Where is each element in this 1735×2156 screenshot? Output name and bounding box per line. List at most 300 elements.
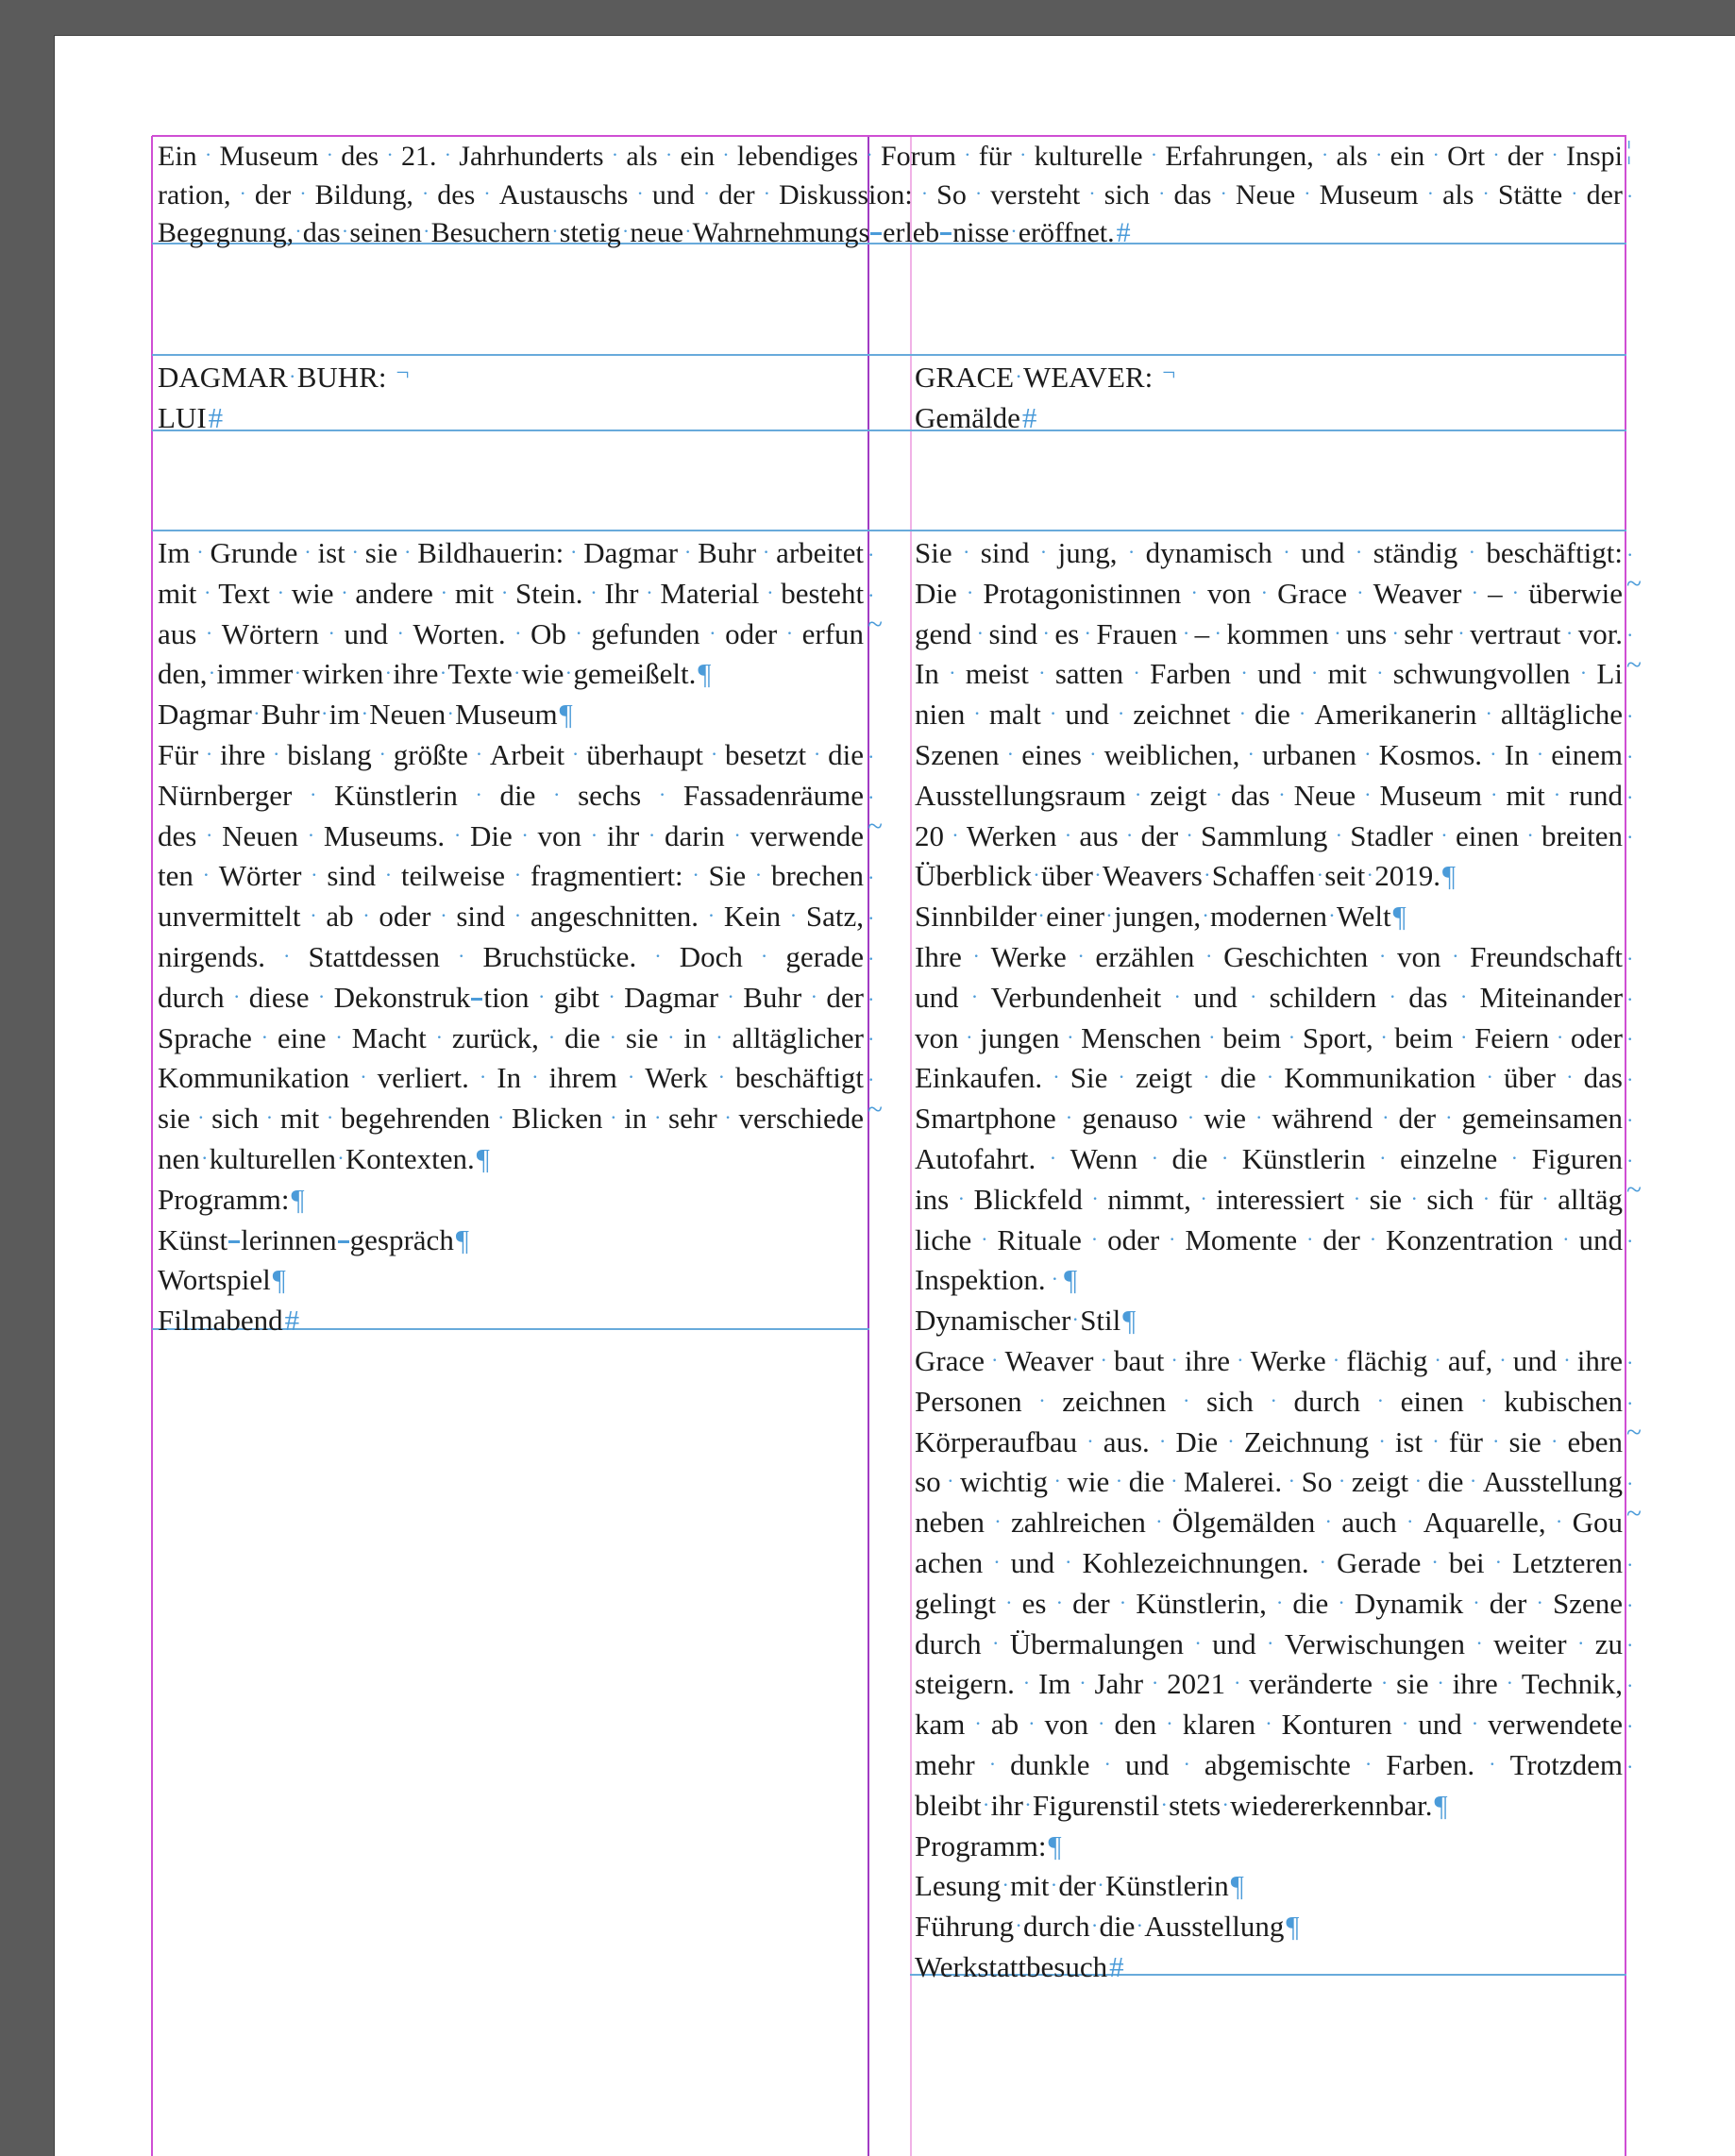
word: Kosmos. — [1378, 737, 1483, 771]
space-dot-marker: · — [439, 661, 447, 685]
space-dot-marker: · — [1338, 1590, 1345, 1614]
space-dot-marker: · — [337, 1145, 345, 1170]
space-dot-marker: · — [569, 539, 578, 564]
space-gap — [1373, 1021, 1395, 1062]
word: erfun — [801, 616, 865, 650]
space-gap — [1082, 1223, 1107, 1264]
space-dot-marker: · — [957, 1186, 966, 1210]
word: von — [1207, 576, 1252, 610]
word: Künstlerin — [1104, 1869, 1229, 1903]
space-dot-marker: · — [553, 782, 561, 806]
space-gap — [1457, 536, 1486, 577]
word: Doch — [679, 939, 743, 973]
word: beschäftigt: — [1486, 536, 1624, 569]
space-dot-marker: · — [384, 863, 393, 887]
space-dot-marker: · — [1204, 863, 1211, 887]
space-gap — [1143, 1667, 1167, 1708]
space-dot-marker: · — [1155, 1509, 1163, 1534]
word: Wortspiel — [158, 1263, 271, 1297]
space-gap — [1169, 1748, 1204, 1789]
word: Im — [158, 536, 191, 569]
space-dot-marker: · — [646, 580, 653, 604]
space-dot-marker: · — [1355, 539, 1363, 564]
space-gap — [1315, 859, 1324, 900]
column-guide-left[interactable] — [868, 136, 869, 2156]
space-gap — [1014, 1910, 1023, 1950]
space-dot-marker: · — [1310, 661, 1319, 685]
word: Gerade — [1336, 1545, 1422, 1579]
space-dot-marker: · — [386, 143, 394, 167]
space-dot-marker: · — [1626, 1350, 1634, 1374]
space-dot-marker: · — [514, 863, 522, 887]
space-dot-marker: · — [1215, 782, 1222, 806]
space-dot-marker: · — [991, 1347, 999, 1372]
word: Neuen — [222, 818, 299, 852]
space-gap — [1047, 1587, 1073, 1627]
margin-guide-left[interactable] — [151, 136, 153, 2156]
space-gap — [1230, 1344, 1251, 1385]
word: zeigt — [1135, 1061, 1193, 1095]
word: zeigt — [1150, 778, 1207, 812]
right-body-text-frame[interactable] — [915, 533, 1642, 1988]
space-gap — [965, 698, 988, 738]
word: Sinnbilder — [915, 900, 1037, 934]
space-dot-marker: · — [1376, 661, 1384, 685]
space-dot-marker: · — [868, 946, 875, 970]
space-gap — [1541, 1425, 1568, 1466]
space-dot-marker: · — [610, 1105, 617, 1130]
space-gap — [1453, 617, 1470, 658]
word: schildern — [1269, 980, 1377, 1014]
space-dot-marker: · — [1171, 1347, 1178, 1372]
word: Sie — [915, 536, 952, 569]
space-gap — [658, 140, 681, 178]
space-gap — [1462, 1708, 1488, 1748]
space-gap — [1000, 738, 1022, 779]
word: wichtig — [960, 1465, 1049, 1499]
space-dot-marker: · — [1432, 143, 1440, 167]
space-gap — [1207, 779, 1231, 819]
pilcrow-marker: ¶ — [698, 657, 712, 691]
space-gap — [469, 1061, 497, 1102]
space-gap — [1424, 140, 1447, 178]
word: verliert. — [377, 1061, 469, 1095]
space-gap — [1309, 1546, 1337, 1587]
space-dot-marker: · — [1626, 825, 1634, 850]
word: Weaver — [1004, 1343, 1094, 1377]
space-gap — [494, 577, 515, 617]
space-gap — [1397, 1506, 1423, 1546]
space-gap — [600, 1021, 626, 1062]
space-gap — [1351, 1748, 1386, 1789]
word: einer — [1046, 900, 1105, 934]
word: sich — [1103, 178, 1151, 211]
space-dot-marker: · — [1071, 1307, 1079, 1332]
end-of-story-marker: # — [1021, 400, 1037, 434]
word: ins — [915, 1182, 950, 1216]
space-gap — [1485, 140, 1508, 178]
word: Sammlung — [1201, 818, 1328, 852]
word: Bildung, — [314, 178, 413, 211]
space-gap — [1448, 981, 1480, 1021]
space-dot-marker: · — [1471, 580, 1479, 604]
space-gap — [196, 617, 221, 658]
word: Geschichten — [1223, 939, 1369, 973]
word: die — [1099, 1910, 1136, 1944]
text-line — [915, 937, 1634, 978]
space-dot-marker: · — [993, 1549, 1001, 1574]
space-dot-marker: · — [1376, 1388, 1385, 1412]
space-dot-marker: · — [868, 866, 875, 890]
text-line — [158, 574, 875, 615]
word: gelingt — [915, 1586, 997, 1620]
word: sie — [1396, 1667, 1429, 1701]
space-gap — [196, 819, 222, 860]
space-dot-marker: · — [1038, 1388, 1046, 1412]
word: Ausstellungsraum — [915, 778, 1126, 812]
text-line — [915, 897, 1623, 937]
space-gap — [636, 940, 680, 981]
word: die — [1220, 1061, 1256, 1095]
text-line — [915, 695, 1634, 735]
word: interessiert — [1216, 1182, 1345, 1216]
right-header-text-frame[interactable] — [915, 358, 1623, 439]
space-gap — [1373, 1102, 1398, 1142]
space-gap — [1329, 617, 1346, 658]
space-dot-marker: · — [1432, 1428, 1440, 1453]
space-dot-marker: · — [1353, 1186, 1361, 1210]
word: eine — [277, 1020, 327, 1054]
space-dot-marker: · — [396, 620, 404, 645]
space-dot-marker: · — [590, 580, 598, 604]
end-of-story-marker: # — [208, 400, 224, 434]
space-gap — [427, 1021, 452, 1062]
word: der — [826, 980, 864, 1014]
word: breiten — [1541, 818, 1624, 852]
text-line — [158, 776, 875, 817]
word: und — [344, 616, 388, 650]
pilcrow-marker: ¶ — [1230, 1869, 1244, 1903]
word: Personen — [915, 1384, 1022, 1418]
space-gap — [354, 900, 379, 940]
space-gap — [1476, 698, 1500, 738]
discretionary-hyphen-marker — [338, 1240, 349, 1243]
space-gap — [349, 1061, 377, 1102]
space-gap — [320, 698, 329, 738]
word: Stil — [1080, 1304, 1121, 1338]
space-dot-marker: · — [1118, 1065, 1125, 1089]
space-dot-marker: · — [1414, 1469, 1423, 1493]
word: Im — [1037, 1667, 1071, 1701]
space-dot-marker: · — [1382, 1105, 1390, 1130]
space-gap — [1419, 178, 1442, 217]
space-dot-marker: · — [1283, 539, 1290, 564]
space-dot-marker: · — [710, 741, 718, 766]
word: zurück, — [451, 1020, 539, 1054]
space-dot-marker: · — [362, 903, 370, 928]
space-dot-marker: · — [1049, 701, 1057, 726]
space-gap — [252, 698, 261, 738]
space-gap — [372, 738, 394, 779]
space-gap — [1402, 1183, 1426, 1223]
word: Werken — [966, 818, 1057, 852]
word: von — [1396, 939, 1441, 973]
space-gap — [1347, 577, 1373, 617]
space-dot-marker: · — [1486, 1065, 1493, 1089]
text-line — [915, 1139, 1634, 1180]
word: einen — [1455, 818, 1520, 852]
word: nien — [915, 698, 966, 732]
word: Szene — [1552, 1586, 1623, 1620]
pilcrow-marker: ¶ — [1441, 859, 1457, 893]
space-gap — [939, 657, 966, 698]
space-gap — [639, 819, 665, 860]
space-gap — [1315, 1506, 1341, 1546]
word: der — [1322, 1222, 1360, 1256]
space-dot-marker: · — [253, 701, 261, 726]
space-gap — [941, 1465, 960, 1506]
word: von — [1044, 1708, 1089, 1742]
space-gap — [1126, 779, 1150, 819]
left-header-text-frame[interactable] — [158, 358, 864, 439]
space-dot-marker: · — [304, 539, 312, 564]
space-gap — [413, 178, 437, 217]
word: durch — [915, 1626, 982, 1660]
space-dot-marker: · — [361, 701, 369, 726]
space-gap — [1159, 1789, 1169, 1829]
space-gap — [190, 1102, 211, 1142]
word: Ihr — [604, 576, 639, 610]
column-guide-right[interactable] — [910, 136, 912, 2156]
space-gap — [513, 657, 522, 698]
space-gap — [1497, 1142, 1531, 1183]
space-dot-marker: · — [1471, 1711, 1479, 1736]
space-dot-marker: · — [868, 744, 875, 768]
space-dot-marker: · — [1626, 946, 1634, 970]
space-dot-marker: · — [1288, 1024, 1296, 1049]
word: mehr — [915, 1747, 975, 1781]
word: Museum — [219, 141, 319, 172]
space-gap — [1433, 819, 1456, 860]
word: Werk — [645, 1061, 708, 1095]
space-dot-marker: · — [1492, 143, 1500, 167]
word: Ölgemälden — [1171, 1506, 1316, 1540]
space-dot-marker: · — [988, 1751, 997, 1776]
word: Stadler — [1350, 818, 1434, 852]
word: den — [1114, 1708, 1157, 1742]
word: mit — [1010, 1869, 1050, 1903]
space-gap — [225, 981, 249, 1021]
word: Museum — [1319, 178, 1419, 211]
word: Blicken — [512, 1102, 603, 1136]
word: das — [1230, 778, 1271, 812]
space-dot-marker: · — [868, 1027, 875, 1052]
space-gap — [1556, 1061, 1584, 1102]
space-dot-marker: · — [1526, 822, 1534, 847]
space-dot-marker: · — [1227, 1428, 1235, 1453]
intro-text-frame[interactable] — [158, 136, 1634, 253]
hyphen-break-marker: ~ — [868, 610, 883, 641]
space-gap — [982, 1627, 1010, 1668]
word: Programm: — [915, 1828, 1047, 1862]
word: vertraut — [1470, 616, 1561, 650]
word: satten — [1054, 657, 1124, 691]
space-dot-marker: · — [1473, 1590, 1480, 1614]
text-line — [158, 610, 883, 655]
space-dot-marker: · — [1100, 1347, 1107, 1372]
space-dot-marker: · — [1158, 1428, 1167, 1453]
word: Konzentration — [1386, 1222, 1554, 1256]
space-gap — [259, 1102, 280, 1142]
space-dot-marker: · — [1316, 863, 1324, 887]
space-gap — [1036, 900, 1046, 940]
word: Wenn — [1070, 1141, 1138, 1175]
space-dot-marker: · — [658, 782, 666, 806]
word: über — [1040, 859, 1093, 893]
word: Sprache — [158, 1020, 252, 1054]
space-dot-marker: · — [295, 220, 302, 244]
word: sehr — [668, 1102, 717, 1136]
text-line — [915, 978, 1634, 1019]
space-dot-marker: · — [1459, 984, 1468, 1008]
space-gap — [602, 1102, 624, 1142]
space-gap — [1368, 140, 1390, 178]
space-dot-marker: · — [1490, 741, 1497, 766]
word: In — [497, 1061, 522, 1095]
space-dot-marker: · — [733, 822, 741, 847]
word: Wörter — [218, 859, 302, 893]
hyphen-break-marker: ~ — [868, 812, 883, 843]
space-gap — [700, 617, 725, 658]
space-gap — [1545, 779, 1569, 819]
word: mit — [158, 576, 197, 610]
space-dot-marker: · — [232, 984, 241, 1008]
text-line — [158, 214, 1623, 253]
forced-line-break-marker: ¬ — [1162, 361, 1176, 387]
space-dot-marker: · — [326, 143, 333, 167]
space-dot-marker: · — [351, 539, 359, 564]
word: Verbundenheit — [990, 980, 1162, 1014]
space-dot-marker: · — [1151, 1671, 1159, 1695]
word: sie — [625, 1020, 659, 1054]
word: durch — [158, 980, 225, 1014]
space-gap — [1561, 617, 1578, 658]
space-dot-marker: · — [328, 620, 335, 645]
left-body-text-frame[interactable] — [158, 533, 883, 1341]
word: Schaffen — [1211, 859, 1316, 893]
space-dot-marker: · — [763, 181, 770, 205]
space-gap — [379, 140, 401, 178]
text-line — [915, 776, 1634, 817]
word: stetig — [559, 217, 621, 248]
space-gap — [440, 940, 483, 981]
pilcrow-marker: ¶ — [1064, 1263, 1078, 1297]
space-gap — [1255, 1708, 1281, 1748]
word: Texte — [447, 657, 513, 691]
space-dot-marker: · — [1626, 542, 1634, 566]
space-dot-marker: · — [1055, 1590, 1063, 1614]
space-dot-marker: · — [754, 863, 763, 887]
word: Rituale — [997, 1222, 1082, 1256]
word: Die — [469, 818, 513, 852]
hyphen-break-marker: ~ — [1626, 1418, 1642, 1449]
space-gap — [298, 819, 324, 860]
space-dot-marker: · — [202, 863, 210, 887]
word: Künstlerin — [334, 778, 458, 812]
word: Stattdessen — [308, 939, 440, 973]
space-dot-marker: · — [521, 822, 529, 847]
space-gap — [1119, 819, 1141, 860]
space-gap — [1327, 900, 1337, 940]
word: LUI — [158, 400, 207, 434]
word: versteht — [990, 178, 1081, 211]
word: darin — [665, 818, 725, 852]
word: verschiede — [738, 1102, 864, 1136]
space-gap — [1368, 940, 1397, 981]
space-dot-marker: · — [1119, 1590, 1127, 1614]
space-dot-marker: · — [1151, 1145, 1159, 1170]
word: der — [1507, 141, 1544, 172]
text-line — [915, 1418, 1642, 1463]
space-dot-marker: · — [440, 580, 448, 604]
space-gap — [583, 577, 605, 617]
space-dot-marker: · — [1626, 1390, 1634, 1415]
word: Die — [1175, 1424, 1219, 1458]
space-gap — [1256, 1627, 1285, 1668]
space-gap — [718, 981, 743, 1021]
space-dot-marker: · — [1270, 1388, 1277, 1412]
word: Forum — [881, 141, 957, 172]
space-gap — [566, 617, 591, 658]
space-dot-marker: · — [654, 943, 662, 968]
margin-guide-top[interactable] — [152, 135, 1626, 137]
space-dot-marker: · — [1117, 701, 1125, 726]
space-gap — [458, 779, 500, 819]
space-gap — [957, 577, 984, 617]
space-dot-marker: · — [1158, 181, 1166, 205]
space-dot-marker: · — [621, 220, 630, 244]
space-gap — [1107, 1061, 1136, 1102]
space-gap — [1239, 738, 1262, 779]
space-dot-marker: · — [1182, 620, 1190, 645]
word: 21. — [401, 141, 437, 172]
space-dot-marker: · — [982, 1792, 990, 1816]
space-gap — [621, 216, 631, 255]
word: die — [1427, 1465, 1464, 1499]
space-gap — [1060, 1021, 1082, 1062]
text-line — [915, 1625, 1634, 1665]
space-dot-marker: · — [273, 741, 280, 766]
text-line — [915, 1058, 1634, 1099]
space-dot-marker: · — [1173, 984, 1181, 1008]
word: Künst lerinnen gespräch — [158, 1222, 454, 1256]
space-dot-marker: · — [1626, 185, 1634, 209]
word: modernen — [1209, 900, 1327, 934]
space-gap — [1184, 1627, 1212, 1668]
space-dot-marker: · — [991, 1630, 1000, 1655]
space-gap — [1191, 1183, 1216, 1223]
space-gap — [1440, 940, 1470, 981]
space-dot-marker: · — [1490, 782, 1498, 806]
space-dot-marker: · — [317, 984, 326, 1008]
word: ihre — [1184, 1343, 1231, 1377]
word: Wörtern — [221, 616, 320, 650]
space-dot-marker: · — [196, 539, 204, 564]
word: Bildhauerin: — [417, 536, 564, 569]
space-gap — [530, 981, 554, 1021]
word: Szenen — [915, 737, 1000, 771]
text-line — [915, 1260, 1623, 1301]
